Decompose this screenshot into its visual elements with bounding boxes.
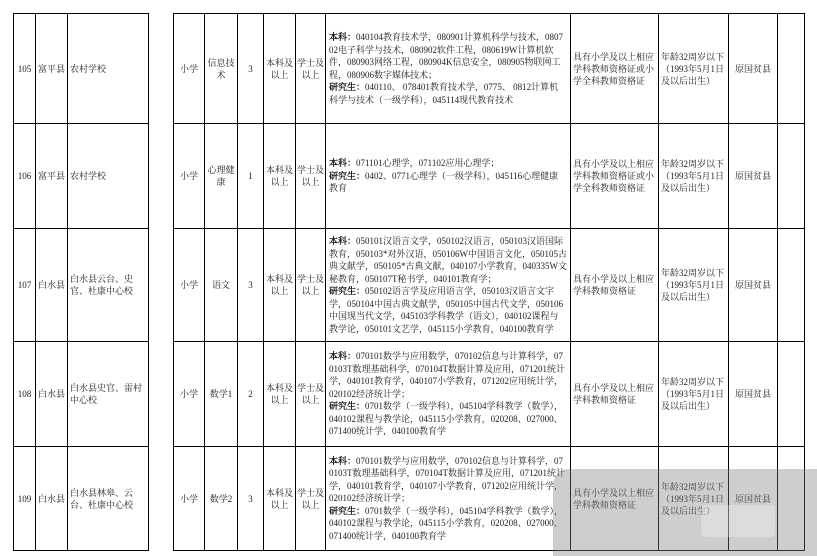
cell-count: 3	[238, 447, 264, 551]
cell-subject: 信息技术	[205, 14, 238, 124]
cell-subject: 语文	[205, 229, 238, 342]
cell-row-number: 106	[14, 124, 36, 229]
cell-age: 年龄32周岁以下（1993年5月1日及以后出生）	[659, 342, 729, 447]
cell-education: 本科及以上	[264, 14, 296, 124]
table-row	[14, 229, 149, 342]
cell-age: 年龄32周岁以下（1993年5月1日及以后出生）	[659, 229, 729, 342]
bachelor-majors: 070101数学与应用数学，070102信息与计算科学，070103T数理基础科学，070104T数据计算及应用，071201统计学，040101教育学，040107小学教育，071202应用统计学，020102经济统计学；	[329, 455, 565, 504]
graduate-label: 研究生：	[329, 505, 366, 516]
cell-row-number: 109	[14, 447, 36, 551]
cell-degree: 学士及以上	[296, 14, 326, 124]
cell-certificate: 具有小学及以上相应学科教师资格证或小学全科教师资格证	[571, 14, 659, 124]
graduate-majors: 050102语言学及应用语言学，050103汉语言文字学，050104中国古典文献学，050105中国古代文学，050106中国现当代文学，045103学科教学（语文），040102课程与教学论，050101文艺学，045115小学教育，040100教育学	[329, 286, 564, 334]
graduate-label: 研究生：	[329, 286, 366, 296]
cell-row-number: 107	[14, 229, 36, 342]
cell-count: 1	[238, 124, 264, 229]
cell-age: 年龄32周岁以下（1993年5月1日及以后出生）	[659, 447, 729, 551]
graduate-label: 研究生：	[329, 170, 366, 181]
cell-region: 原国贫县	[729, 124, 778, 229]
table-row	[174, 342, 805, 447]
cell-education: 本科及以上	[264, 342, 296, 447]
graduate-majors: 0701数学（一级学科），045104学科教学（数学），040102课程与教学论，045115小学教育，020208、027000、071400统计学，040100教育学	[329, 505, 564, 541]
graduate-label: 研究生：	[329, 82, 366, 92]
cell-county: 白水县	[36, 342, 68, 447]
cell-empty	[778, 229, 805, 342]
graduate-majors: 040110、 078401教育技术学，0775、 0812计算机科学与技术（一级学科），045114现代教育技术	[329, 82, 559, 105]
cell-row-number: 105	[14, 14, 36, 124]
cell-certificate: 具有小学及以上相应学科教师资格证	[571, 229, 659, 342]
cell-empty	[778, 14, 805, 124]
cell-majors	[326, 229, 571, 342]
graduate-majors: 0402、0771心理学（一级学科），045116心理健康教育	[329, 170, 559, 194]
bachelor-majors: 071101心理学，071102应用心理学；	[356, 158, 500, 169]
cell-empty	[778, 447, 805, 551]
bachelor-label: 本科：	[329, 351, 357, 362]
cell-certificate: 具有小学及以上相应学科教师资格证或小学全科教师资格证	[571, 124, 659, 229]
bachelor-majors: 040104教育技术学，080901计算机科学与技术，080702电子科学与技术，080902软件工程，080619W计算机软件，080903网络工程，080904K信息安全，080905物联网工程，080906数字媒体技术；	[329, 32, 564, 80]
cell-age: 年龄32周岁以下（1993年5月1日及以后出生）	[659, 124, 729, 229]
table-row	[14, 124, 149, 229]
document-table-left	[13, 13, 149, 551]
cell-level: 小学	[174, 14, 205, 124]
bachelor-label: 本科：	[329, 158, 357, 169]
cell-county: 白水县	[36, 229, 68, 342]
cell-certificate: 具有小学及以上相应学科教师资格证	[571, 342, 659, 447]
cell-majors	[326, 124, 571, 229]
cell-level: 小学	[174, 124, 205, 229]
table-row	[14, 14, 149, 124]
cell-count: 3	[238, 14, 264, 124]
cell-empty	[778, 342, 805, 447]
cell-degree: 学士及以上	[296, 342, 326, 447]
cell-count: 2	[238, 342, 264, 447]
cell-certificate: 具有小学及以上相应学科教师资格证	[571, 447, 659, 551]
document-table-right	[173, 13, 805, 551]
cell-region: 原国贫县	[729, 447, 778, 551]
cell-county: 白水县	[36, 447, 68, 551]
cell-school: 白水县史官、雷村中心校	[68, 342, 149, 447]
bachelor-majors: 050101汉语言文学，050102汉语言，050103汉语国际教育，050103*对外汉语，050106W中国语言文化，050105古典文献学，050105*古典文献，040107小学教育，040335W文秘教育，050107T秘书学，040101教育学；	[329, 236, 567, 284]
bachelor-label: 本科：	[329, 455, 357, 466]
table-row	[14, 342, 149, 447]
cell-region: 原国贫县	[729, 342, 778, 447]
cell-degree: 学士及以上	[296, 124, 326, 229]
cell-subject: 心理健康	[205, 124, 238, 229]
cell-level: 小学	[174, 447, 205, 551]
cell-row-number: 108	[14, 342, 36, 447]
cell-degree: 学士及以上	[296, 229, 326, 342]
cell-school: 农村学校	[68, 14, 149, 124]
cell-empty	[778, 124, 805, 229]
cell-count: 3	[238, 229, 264, 342]
cell-degree: 学士及以上	[296, 447, 326, 551]
cell-education: 本科及以上	[264, 447, 296, 551]
cell-majors	[326, 342, 571, 447]
cell-region: 原国贫县	[729, 14, 778, 124]
cell-subject: 数学2	[205, 447, 238, 551]
cell-school: 白水县云台、史官、杜康中心校	[68, 229, 149, 342]
table-row	[174, 124, 805, 229]
bachelor-label: 本科：	[329, 236, 357, 246]
cell-majors	[326, 14, 571, 124]
bachelor-majors: 070101数学与应用数学，070102信息与计算科学，070103T数理基础科学，070104T数据计算及应用，071201统计学，040101教育学，040107小学教育，071202应用统计学，020102经济统计学；	[329, 351, 565, 399]
cell-county: 富平县	[36, 14, 68, 124]
cell-age: 年龄32周岁以下（1993年5月1日及以后出生）	[659, 14, 729, 124]
cell-region: 原国贫县	[729, 229, 778, 342]
cell-level: 小学	[174, 229, 205, 342]
graduate-majors: 0701数学（一级学科），045104学科教学（数学），040102课程与教学论，045115小学教育，020208、027000、071400统计学，040100教育学	[329, 401, 564, 437]
bachelor-label: 本科：	[329, 32, 357, 42]
table-row	[174, 447, 805, 551]
cell-majors	[326, 447, 571, 551]
graduate-label: 研究生：	[329, 401, 366, 412]
cell-level: 小学	[174, 342, 205, 447]
cell-school: 白水县林皋、云台、杜康中心校	[68, 447, 149, 551]
table-row	[14, 447, 149, 551]
cell-education: 本科及以上	[264, 124, 296, 229]
table-row	[174, 14, 805, 124]
cell-subject: 数学1	[205, 342, 238, 447]
cell-education: 本科及以上	[264, 229, 296, 342]
table-row	[174, 229, 805, 342]
cell-school: 农村学校	[68, 124, 149, 229]
cell-county: 富平县	[36, 124, 68, 229]
